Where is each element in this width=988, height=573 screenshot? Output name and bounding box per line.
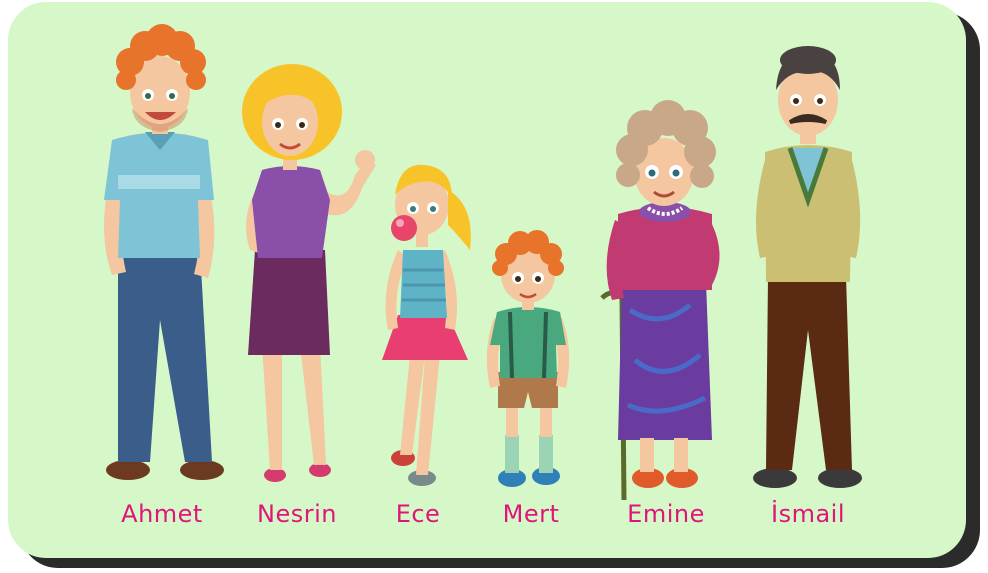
figure-emine bbox=[602, 100, 720, 500]
name-label-ismail: İsmail bbox=[770, 500, 846, 528]
name-label-ahmet: Ahmet bbox=[121, 500, 203, 528]
name-label-mert: Mert bbox=[502, 500, 560, 528]
name-label-nesrin: Nesrin bbox=[257, 500, 337, 528]
name-label-emine: Emine bbox=[627, 500, 705, 528]
name-label-ece: Ece bbox=[395, 500, 441, 528]
